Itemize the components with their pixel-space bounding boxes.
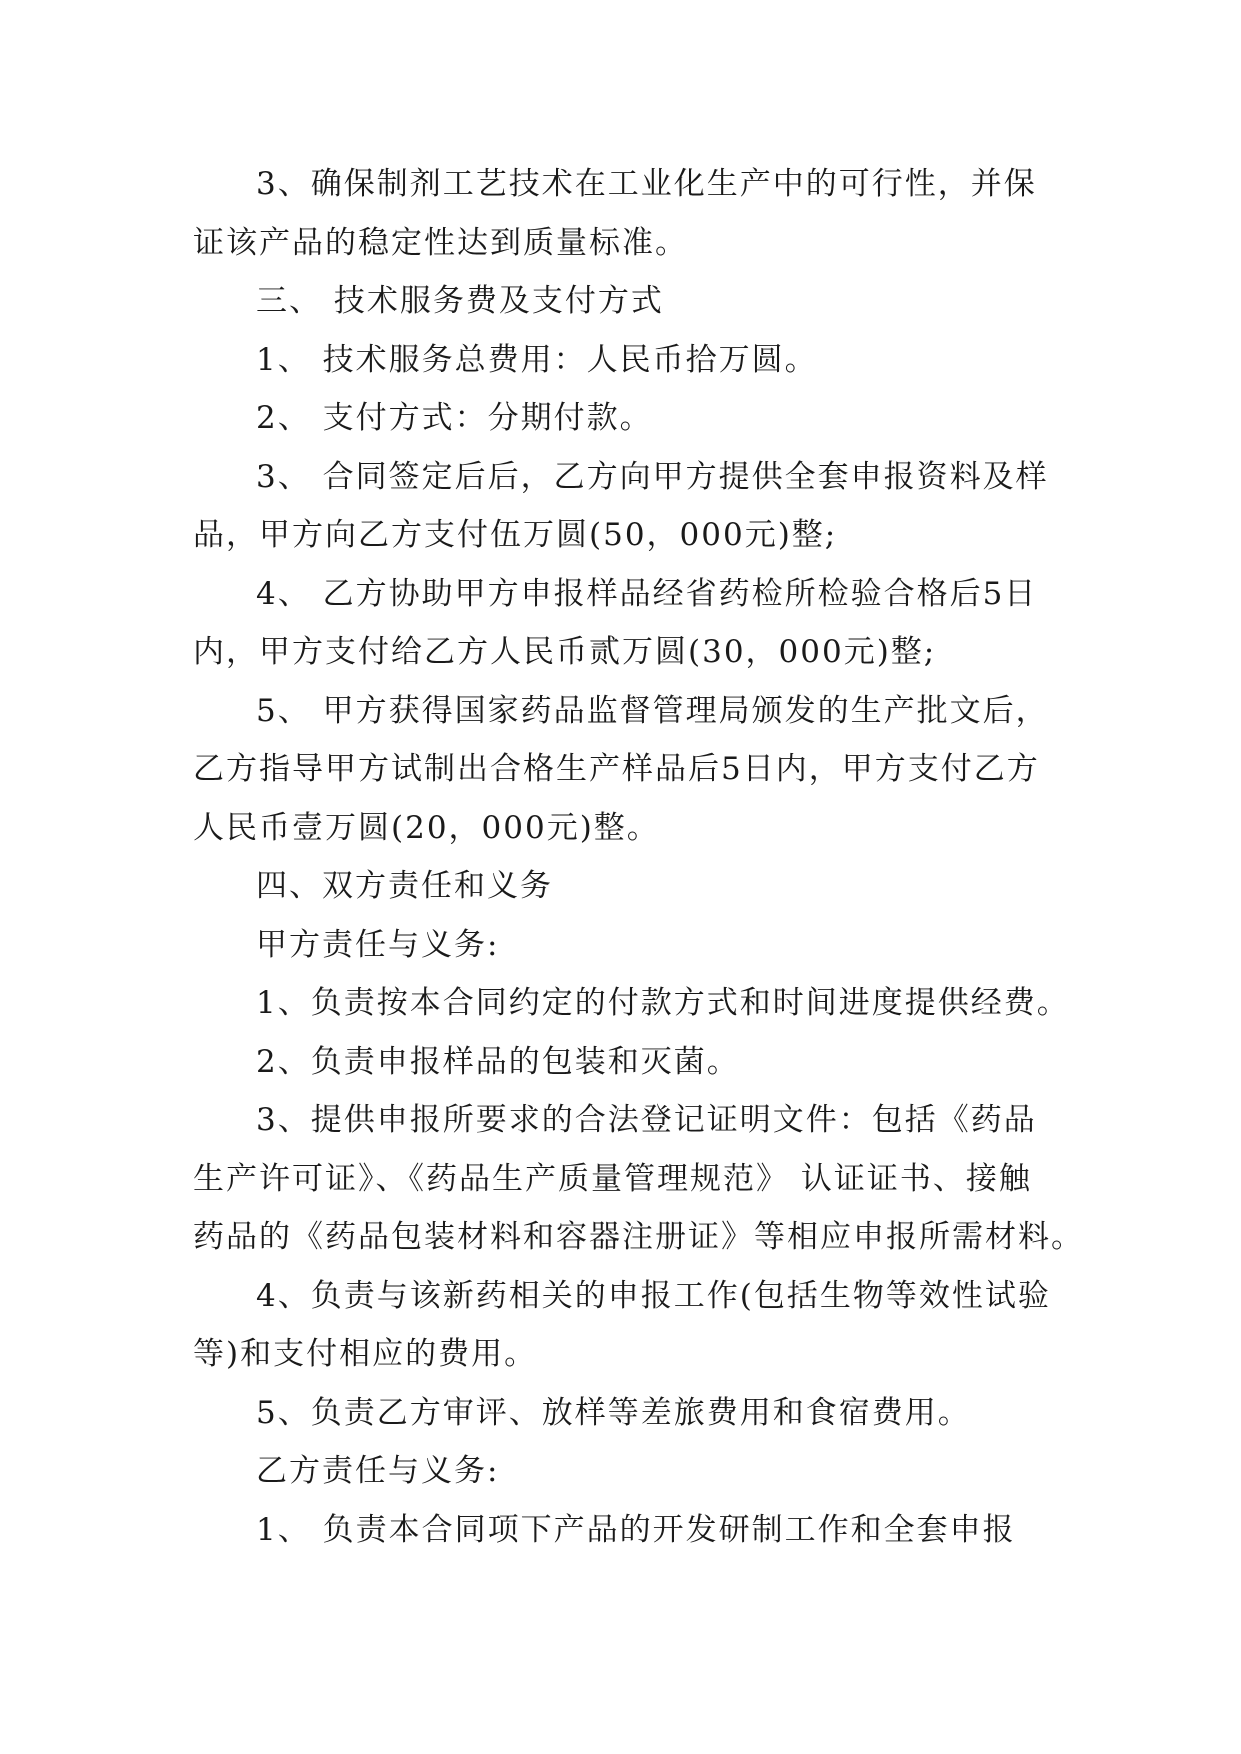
text-line: 2、负责申报样品的包装和灭菌。 [256, 1043, 740, 1080]
text-line: 4、 乙方协助甲方申报样品经省药检所检验合格后5日 [256, 575, 1038, 612]
text-line: 内，甲方支付给乙方人民币贰万圆(30，000元)整; [193, 634, 937, 670]
text-line: 3、 合同签定后后，乙方向甲方提供全套申报资料及样 [256, 458, 1049, 495]
text-line: 5、负责乙方审评、放样等差旅费用和食宿费用。 [256, 1394, 971, 1431]
document-body [193, 155, 1084, 1559]
text-line: 等)和支付相应的费用。 [193, 1336, 538, 1372]
text-line: 4、负责与该新药相关的申报工作(包括生物等效性试验 [256, 1277, 1051, 1314]
text-line: 品，甲方向乙方支付伍万圆(50，000元)整; [193, 517, 838, 553]
text-line: 生产许可证》、《药品生产质量管理规范》 认证证书、接触 [193, 1160, 1032, 1197]
text-line: 1、 技术服务总费用：人民币拾万圆。 [256, 341, 818, 378]
text-line: 3、提供申报所要求的合法登记证明文件：包括《药品 [256, 1102, 1037, 1138]
text-line: 5、 甲方获得国家药品监督管理局颁发的生产批文后， [256, 692, 1049, 729]
text-line: 人民币壹万圆(20，000元)整。 [193, 809, 660, 846]
text-line: 乙方指导甲方试制出合格生产样品后5日内，甲方支付乙方 [193, 751, 1040, 787]
text-line: 3、确保制剂工艺技术在工业化生产中的可行性，并保 [256, 166, 1037, 202]
text-line: 四、双方责任和义务 [256, 868, 553, 904]
text-line: 2、 支付方式：分期付款。 [256, 400, 653, 436]
text-line: 甲方责任与义务: [256, 926, 500, 963]
text-line: 三、 技术服务费及支付方式 [256, 283, 664, 319]
text-line: 1、 负责本合同项下产品的开发研制工作和全套申报 [256, 1511, 1016, 1548]
text-line: 乙方责任与义务: [256, 1453, 500, 1489]
text-line: 药品的《药品包装材料和容器注册证》等相应申报所需材料。 [193, 1219, 1084, 1255]
text-line: 证该产品的稳定性达到质量标准。 [193, 224, 688, 261]
text-line: 1、负责按本合同约定的付款方式和时间进度提供经费。 [256, 985, 1070, 1021]
